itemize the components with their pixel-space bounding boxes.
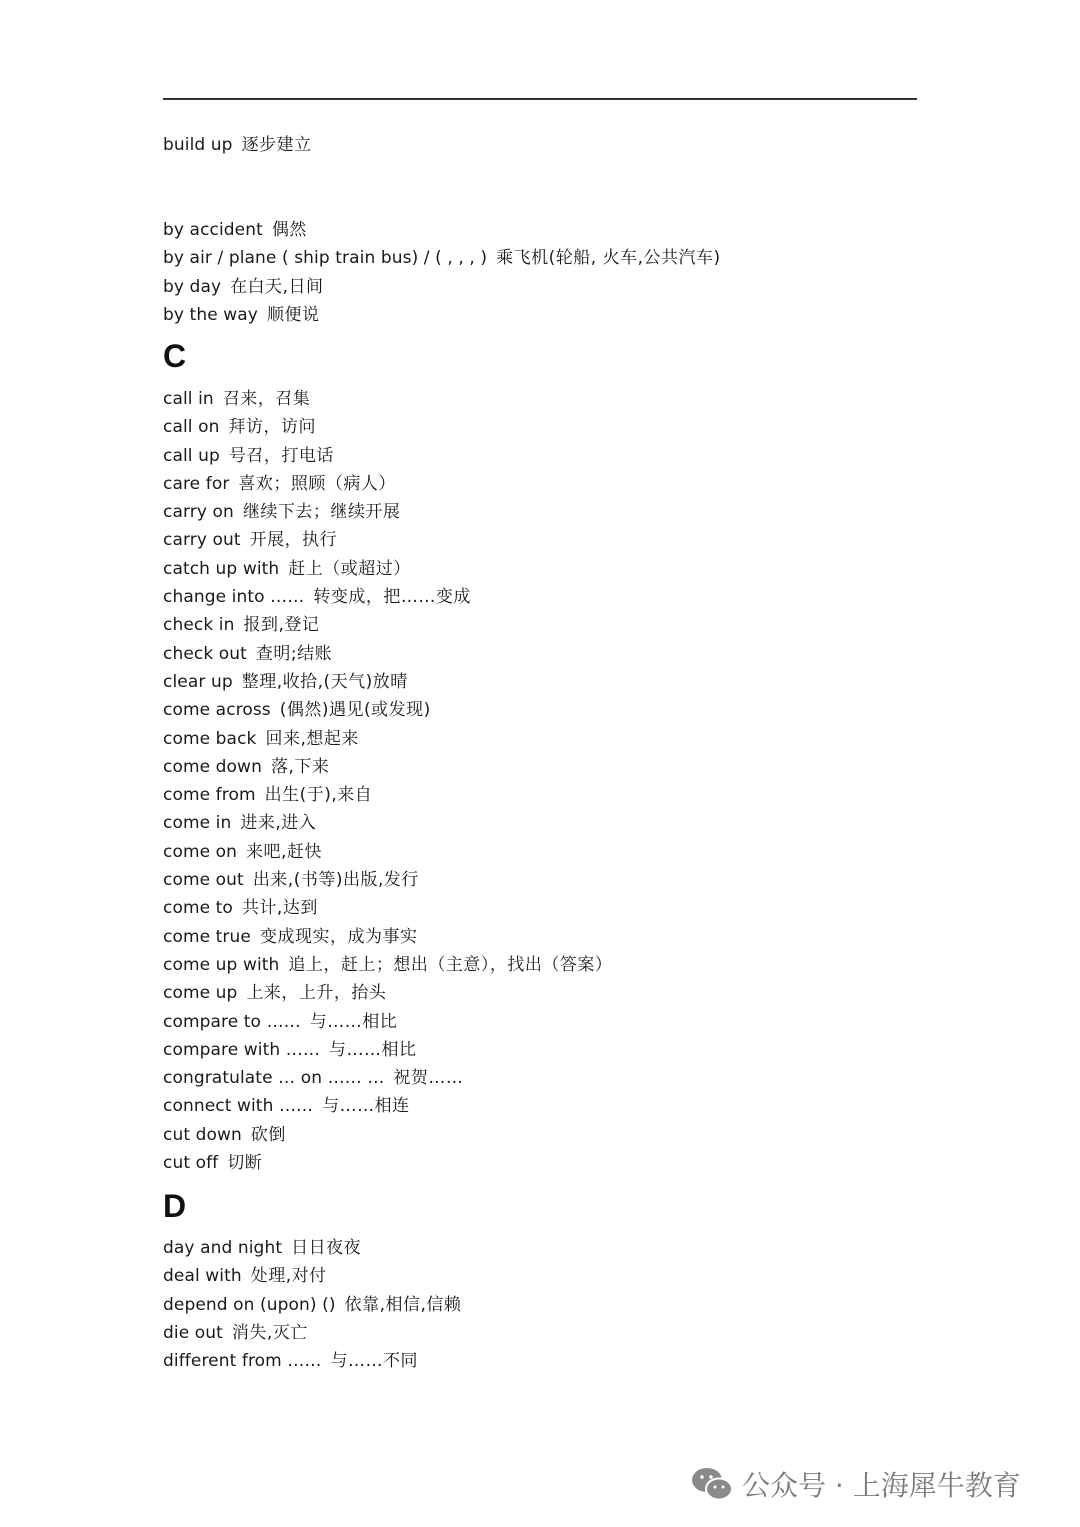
entry-row	[163, 894, 923, 922]
entry-phrase: care for	[163, 473, 230, 494]
entry-meaning: 追上，赶上；想出（主意），找出（答案）	[288, 954, 613, 975]
entry-phrase: different from ……	[163, 1351, 322, 1372]
entry-phrase: come true	[163, 926, 251, 947]
entry-row	[163, 273, 923, 301]
entry-row	[163, 1008, 923, 1036]
entry-phrase: clear up	[163, 671, 233, 692]
entry-phrase: die out	[163, 1322, 223, 1343]
entry-phrase: depend on (upon) ()	[163, 1294, 336, 1315]
entry-row	[163, 979, 923, 1007]
entry-phrase: call up	[163, 445, 220, 466]
entry-meaning: 与……相连	[322, 1096, 410, 1117]
entry-meaning: 号召，打电话	[228, 445, 334, 466]
entry-meaning: 进来,进入	[240, 813, 317, 834]
entry-phrase: by day	[163, 276, 222, 297]
entry-row	[163, 413, 923, 441]
entry-row	[163, 583, 923, 611]
entry-row	[163, 640, 923, 668]
entries-by	[163, 216, 923, 329]
entry-row	[163, 1319, 923, 1347]
entry-meaning: 召来，召集	[222, 389, 311, 409]
entry-phrase: by accident	[163, 220, 263, 240]
entry-phrase: come across	[163, 700, 271, 721]
entry-row	[163, 1064, 923, 1092]
entry-row	[163, 216, 923, 244]
entry-meaning: 拜访，访问	[228, 417, 316, 438]
entry-phrase: come in	[163, 813, 232, 834]
entry-meaning: 消失,灭亡	[231, 1322, 308, 1343]
entry-phrase: carry out	[163, 530, 241, 551]
entry-phrase: call on	[163, 417, 220, 438]
entry-meaning: 与……不同	[330, 1351, 419, 1372]
entry-phrase: call in	[163, 389, 214, 409]
entry-meaning: 顺便说	[266, 304, 320, 325]
entry-row	[163, 131, 923, 159]
entry-phrase: come up	[163, 983, 238, 1004]
section-letter-c: C	[163, 338, 187, 374]
entry-meaning: 在白天,日间	[230, 276, 324, 297]
entry-phrase: come from	[163, 785, 256, 806]
entry-meaning: 落,下来	[270, 756, 330, 777]
entry-meaning: 日日夜夜	[291, 1238, 362, 1258]
entry-phrase: come on	[163, 841, 238, 862]
entry-meaning: 依靠,相信,信赖	[344, 1294, 462, 1315]
entry-phrase: come up with	[163, 954, 280, 975]
entry-meaning: 逐步建立	[241, 135, 312, 155]
entry-phrase: come to	[163, 898, 233, 919]
entry-row	[163, 809, 923, 837]
entry-meaning: 出生(于),来自	[264, 785, 373, 806]
entry-meaning: 来吧,赶快	[246, 841, 322, 862]
entry-meaning: 偶然	[271, 220, 307, 240]
entry-row	[163, 442, 923, 470]
entry-meaning: 开展，执行	[249, 530, 338, 551]
entry-row	[163, 1291, 923, 1319]
entry-row	[163, 1234, 923, 1262]
entry-phrase: come out	[163, 870, 244, 891]
watermark-text: 公众号 · 上海犀牛教育	[742, 1469, 1021, 1502]
entry-row	[163, 301, 923, 329]
entry-meaning: 乘飞机(轮船, 火车,公共汽车)	[496, 248, 721, 269]
header-rule	[163, 98, 917, 100]
entry-phrase: carry on	[163, 502, 234, 523]
entry-meaning: 查明;结账	[255, 643, 333, 664]
entry-meaning: 回来,想起来	[265, 728, 359, 749]
entry-row	[163, 951, 923, 979]
entry-phrase: build up	[163, 135, 233, 155]
entry-phrase: cut down	[163, 1124, 242, 1145]
entry-row	[163, 923, 923, 951]
entry-meaning: 喜欢；照顾（病人）	[238, 473, 396, 494]
entry-row	[163, 753, 923, 781]
entry-phrase: by air / plane ( ship train bus) / ( , , , )	[163, 248, 488, 269]
entry-phrase: connect with ……	[163, 1096, 314, 1117]
entry-meaning: 转变成，把……变成	[313, 587, 471, 608]
entry-phrase: deal with	[163, 1266, 242, 1287]
entry-row	[163, 668, 923, 696]
wechat-icon	[690, 1466, 734, 1502]
entry-phrase: compare with ……	[163, 1039, 320, 1060]
entry-phrase: day and night	[163, 1238, 283, 1258]
entry-phrase: change into ……	[163, 587, 305, 608]
entry-phrase: compare to ……	[163, 1011, 301, 1032]
entry-meaning: 继续下去；继续开展	[242, 502, 401, 523]
entry-row	[163, 866, 923, 894]
entry-meaning: (偶然)遇见(或发现)	[279, 700, 431, 721]
entry-row	[163, 696, 923, 724]
entries-c	[163, 385, 923, 1177]
entry-row	[163, 1347, 923, 1375]
entry-row	[163, 498, 923, 526]
entry-meaning: 与……相比	[309, 1011, 398, 1032]
entry-row	[163, 725, 923, 753]
entry-phrase: cut off	[163, 1153, 219, 1174]
entry-phrase: congratulate … on …… …	[163, 1068, 385, 1089]
entry-meaning: 砍倒	[250, 1124, 286, 1145]
entry-meaning: 与……相比	[328, 1039, 417, 1060]
entry-meaning: 上来，上升，抬头	[246, 983, 387, 1004]
entry-meaning: 处理,对付	[250, 1266, 327, 1287]
entry-row	[163, 1036, 923, 1064]
entry-meaning: 祝贺……	[393, 1068, 464, 1089]
entry-row	[163, 838, 923, 866]
entry-row	[163, 611, 923, 639]
entry-meaning: 切断	[227, 1153, 263, 1174]
entry-meaning: 报到,登记	[243, 615, 320, 636]
entry-meaning: 变成现实，成为事实	[259, 926, 418, 947]
watermark	[690, 1462, 1021, 1506]
entry-meaning: 赶上（或超过）	[288, 558, 411, 579]
entry-meaning: 整理,收拾,(天气)放晴	[241, 671, 408, 692]
entry-row	[163, 526, 923, 554]
entry-row	[163, 1121, 923, 1149]
entry-row	[163, 385, 923, 413]
entry-phrase: check out	[163, 643, 247, 664]
entry-meaning: 共计,达到	[241, 898, 318, 919]
entries-b	[163, 131, 923, 159]
entry-row	[163, 555, 923, 583]
entry-row	[163, 470, 923, 498]
section-letter-d: D	[163, 1188, 187, 1224]
entry-phrase: check in	[163, 615, 235, 636]
entry-meaning: 出来,(书等)出版,发行	[252, 870, 419, 891]
entry-row	[163, 1262, 923, 1290]
entry-row	[163, 244, 923, 272]
entry-phrase: by the way	[163, 304, 258, 325]
entry-row	[163, 1149, 923, 1177]
entry-phrase: come back	[163, 728, 257, 749]
entry-row	[163, 781, 923, 809]
entry-phrase: catch up with	[163, 558, 280, 579]
entry-phrase: come down	[163, 756, 262, 777]
entry-row	[163, 1092, 923, 1120]
entries-d	[163, 1234, 923, 1375]
